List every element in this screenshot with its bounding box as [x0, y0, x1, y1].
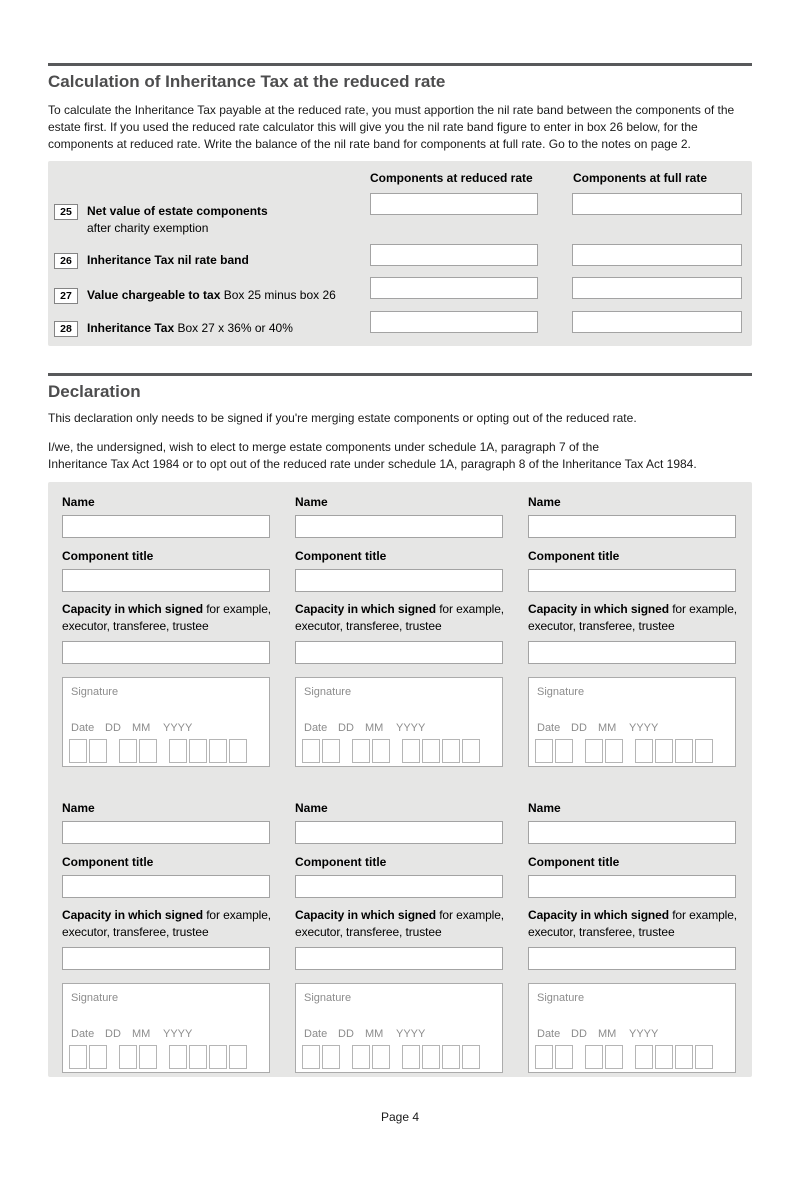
sig6-date-y2-input[interactable] [655, 1045, 673, 1069]
capacity-label-bold: Capacity in which signed [295, 908, 436, 922]
capacity-note-1: for example, [672, 908, 738, 922]
sig4-date-y2-input[interactable] [189, 1045, 207, 1069]
capacity-label [295, 601, 504, 635]
sig5-date-y2-input[interactable] [422, 1045, 440, 1069]
signature-field-3[interactable] [528, 677, 736, 767]
section-divider-declaration [48, 373, 752, 376]
signatory-block-5 [295, 801, 503, 1073]
sig6-date-dd1-input[interactable] [535, 1045, 553, 1069]
sig4-date-y3-input[interactable] [209, 1045, 227, 1069]
signature-field-4[interactable] [62, 983, 270, 1073]
signature-field-1[interactable] [62, 677, 270, 767]
date-label: Date [304, 722, 328, 734]
row-25-label: Net value of estate components [87, 204, 268, 218]
row-27-note: Box 25 minus box 26 [223, 288, 336, 302]
capacity-input-4[interactable] [62, 947, 270, 970]
capacity-label [62, 907, 271, 941]
row-28-note: Box 27 x 36% or 40% [177, 321, 293, 335]
sig5-date-dd2-input[interactable] [322, 1045, 340, 1069]
sig2-date-mm1-input[interactable] [352, 739, 370, 763]
signatory-block-1 [62, 495, 270, 767]
box-25-reduced-rate-input[interactable] [370, 193, 538, 215]
capacity-note-2: executor, transferee, trustee [528, 925, 675, 939]
capacity-label-bold: Capacity in which signed [528, 908, 669, 922]
election-text-line-2: Inheritance Tax Act 1984 or to opt out of the reduced rate under schedule 1A, paragraph 8 of the Inheritance Tax Act 1984. [48, 457, 697, 471]
signature-field-2[interactable] [295, 677, 503, 767]
row-26-label: Inheritance Tax nil rate band [87, 253, 249, 267]
row-28-label: Inheritance Tax [87, 321, 175, 335]
capacity-label [528, 907, 737, 941]
box-number-27: 27 [54, 288, 78, 304]
declaration-election-text [48, 439, 752, 473]
name-label: Name [528, 495, 561, 509]
sig2-date-y3-input[interactable] [442, 739, 460, 763]
sig5-date-mm1-input[interactable] [352, 1045, 370, 1069]
component-title-input-2[interactable] [295, 569, 503, 592]
capacity-label-bold: Capacity in which signed [62, 602, 203, 616]
capacity-input-6[interactable] [528, 947, 736, 970]
sig3-date-dd2-input[interactable] [555, 739, 573, 763]
capacity-note-1: for example, [206, 908, 272, 922]
signature-field-6[interactable] [528, 983, 736, 1073]
capacity-note-1: for example, [439, 908, 505, 922]
date-cells [302, 1045, 480, 1069]
sig5-date-mm2-input[interactable] [372, 1045, 390, 1069]
name-input-1[interactable] [62, 515, 270, 538]
capacity-input-3[interactable] [528, 641, 736, 664]
election-text-line-1: I/we, the undersigned, wish to elect to merge estate components under schedule 1A, paragraph 7 of the [48, 440, 600, 454]
date-format-labels [71, 722, 263, 735]
component-title-input-4[interactable] [62, 875, 270, 898]
date-format-labels [537, 722, 729, 735]
capacity-input-2[interactable] [295, 641, 503, 664]
sig2-date-dd2-input[interactable] [322, 739, 340, 763]
name-label: Name [528, 801, 561, 815]
component-title-label: Component title [528, 855, 620, 869]
box-26-reduced-rate-input[interactable] [370, 244, 538, 266]
mm-label: MM [365, 722, 384, 734]
sig6-date-mm1-input[interactable] [585, 1045, 603, 1069]
date-cells [535, 1045, 713, 1069]
sig1-date-mm2-input[interactable] [139, 739, 157, 763]
sig1-date-dd2-input[interactable] [89, 739, 107, 763]
box-27-full-rate-input[interactable] [572, 277, 742, 299]
sig6-date-y1-input[interactable] [635, 1045, 653, 1069]
date-label: Date [71, 1028, 95, 1040]
capacity-label-bold: Capacity in which signed [528, 602, 669, 616]
component-title-input-5[interactable] [295, 875, 503, 898]
sig1-date-mm1-input[interactable] [119, 739, 137, 763]
yyyy-label: YYYY [396, 722, 426, 734]
sig4-date-mm2-input[interactable] [139, 1045, 157, 1069]
sig2-date-y2-input[interactable] [422, 739, 440, 763]
dd-label: DD [105, 1028, 121, 1040]
capacity-label-bold: Capacity in which signed [295, 602, 436, 616]
sig3-date-y4-input[interactable] [695, 739, 713, 763]
date-format-labels [537, 1028, 729, 1041]
dd-label: DD [571, 722, 587, 734]
component-title-label: Component title [295, 855, 387, 869]
signature-label: Signature [537, 686, 585, 698]
sig1-date-dd1-input[interactable] [69, 739, 87, 763]
sig6-date-dd2-input[interactable] [555, 1045, 573, 1069]
capacity-note-1: for example, [672, 602, 738, 616]
capacity-note-1: for example, [206, 602, 272, 616]
sig6-date-y4-input[interactable] [695, 1045, 713, 1069]
sig3-date-y3-input[interactable] [675, 739, 693, 763]
date-cells [302, 739, 480, 763]
signatory-block-4 [62, 801, 270, 1073]
calculation-section-title: Calculation of Inheritance Tax at the reduced rate [48, 72, 446, 91]
signature-field-5[interactable] [295, 983, 503, 1073]
date-cells [69, 1045, 247, 1069]
capacity-input-5[interactable] [295, 947, 503, 970]
sig3-date-y2-input[interactable] [655, 739, 673, 763]
capacity-label [295, 907, 504, 941]
component-title-label: Component title [528, 549, 620, 563]
mm-label: MM [598, 722, 617, 734]
calculation-intro-text: To calculate the Inheritance Tax payable at the reduced rate, you must apportion the nil rate band between the components of the estate first. If you used the reduced rate calculator this will give you the nil rate band figure to enter in box 26 below, for the components at reduced rate. Write the balance of the nil rate band for components at full rate. Go to the notes on page 2. [48, 103, 735, 151]
component-title-label: Component title [62, 549, 154, 563]
row-25-sublabel: after charity exemption [87, 221, 209, 235]
row-27-label: Value chargeable to tax [87, 288, 221, 302]
sig4-date-mm1-input[interactable] [119, 1045, 137, 1069]
row-label-box-25 [54, 203, 268, 237]
component-title-input-6[interactable] [528, 875, 736, 898]
sig1-date-y2-input[interactable] [189, 739, 207, 763]
row-label-box-27 [54, 287, 336, 304]
yyyy-label: YYYY [163, 1028, 193, 1040]
mm-label: MM [598, 1028, 617, 1040]
yyyy-label: YYYY [396, 1028, 426, 1040]
section-divider-top [48, 63, 752, 66]
component-title-input-3[interactable] [528, 569, 736, 592]
page-number: Page 4 [380, 1110, 420, 1124]
name-input-3[interactable] [528, 515, 736, 538]
dd-label: DD [105, 722, 121, 734]
row-label-box-28 [54, 320, 293, 337]
sig3-date-y1-input[interactable] [635, 739, 653, 763]
capacity-note-1: for example, [439, 602, 505, 616]
declaration-panel [48, 482, 752, 1077]
sig3-date-mm1-input[interactable] [585, 739, 603, 763]
box-number-28: 28 [54, 321, 78, 337]
date-label: Date [537, 722, 561, 734]
row-label-box-26 [54, 252, 249, 269]
sig5-date-y4-input[interactable] [462, 1045, 480, 1069]
signatory-block-2 [295, 495, 503, 767]
component-title-label: Component title [62, 855, 154, 869]
box-26-full-rate-input[interactable] [572, 244, 742, 266]
name-input-6[interactable] [528, 821, 736, 844]
yyyy-label: YYYY [163, 722, 193, 734]
column-header-reduced-rate: Components at reduced rate [370, 171, 533, 185]
box-28-reduced-rate-input[interactable] [370, 311, 538, 333]
capacity-note-2: executor, transferee, trustee [62, 925, 209, 939]
sig6-date-y3-input[interactable] [675, 1045, 693, 1069]
sig1-date-y4-input[interactable] [229, 739, 247, 763]
box-number-26: 26 [54, 253, 78, 269]
sig4-date-dd1-input[interactable] [69, 1045, 87, 1069]
capacity-input-1[interactable] [62, 641, 270, 664]
capacity-note-2: executor, transferee, trustee [62, 619, 209, 633]
sig2-date-mm2-input[interactable] [372, 739, 390, 763]
date-format-labels [304, 1028, 496, 1041]
sig2-date-dd1-input[interactable] [302, 739, 320, 763]
dd-label: DD [338, 1028, 354, 1040]
signature-label: Signature [304, 686, 352, 698]
date-format-labels [304, 722, 496, 735]
box-27-reduced-rate-input[interactable] [370, 277, 538, 299]
signatory-block-3 [528, 495, 736, 767]
date-cells [69, 739, 247, 763]
name-input-4[interactable] [62, 821, 270, 844]
name-label: Name [295, 495, 328, 509]
sig2-date-y1-input[interactable] [402, 739, 420, 763]
box-28-full-rate-input[interactable] [572, 311, 742, 333]
sig3-date-dd1-input[interactable] [535, 739, 553, 763]
date-label: Date [537, 1028, 561, 1040]
sig3-date-mm2-input[interactable] [605, 739, 623, 763]
dd-label: DD [571, 1028, 587, 1040]
signature-label: Signature [71, 992, 119, 1004]
name-label: Name [62, 495, 95, 509]
declaration-section-title: Declaration [48, 382, 141, 401]
component-title-input-1[interactable] [62, 569, 270, 592]
name-label: Name [62, 801, 95, 815]
capacity-note-2: executor, transferee, trustee [295, 925, 442, 939]
sig5-date-y1-input[interactable] [402, 1045, 420, 1069]
sig5-date-y3-input[interactable] [442, 1045, 460, 1069]
name-input-2[interactable] [295, 515, 503, 538]
signature-label: Signature [537, 992, 585, 1004]
signature-label: Signature [304, 992, 352, 1004]
sig4-date-y1-input[interactable] [169, 1045, 187, 1069]
sig1-date-y3-input[interactable] [209, 739, 227, 763]
box-25-full-rate-input[interactable] [572, 193, 742, 215]
mm-label: MM [132, 722, 151, 734]
column-header-full-rate: Components at full rate [573, 171, 708, 185]
capacity-note-2: executor, transferee, trustee [528, 619, 675, 633]
yyyy-label: YYYY [629, 1028, 659, 1040]
capacity-label [62, 601, 271, 635]
date-label: Date [304, 1028, 328, 1040]
sig4-date-dd2-input[interactable] [89, 1045, 107, 1069]
sig1-date-y1-input[interactable] [169, 739, 187, 763]
box-number-25: 25 [54, 204, 78, 220]
date-cells [535, 739, 713, 763]
sig5-date-dd1-input[interactable] [302, 1045, 320, 1069]
capacity-label-bold: Capacity in which signed [62, 908, 203, 922]
mm-label: MM [132, 1028, 151, 1040]
dd-label: DD [338, 722, 354, 734]
sig2-date-y4-input[interactable] [462, 739, 480, 763]
yyyy-label: YYYY [629, 722, 659, 734]
declaration-intro-text: This declaration only needs to be signed if you're merging estate components or opting out of the reduced rate. [48, 411, 637, 425]
name-input-5[interactable] [295, 821, 503, 844]
date-format-labels [71, 1028, 263, 1041]
capacity-note-2: executor, transferee, trustee [295, 619, 442, 633]
mm-label: MM [365, 1028, 384, 1040]
date-label: Date [71, 722, 95, 734]
signatory-block-6 [528, 801, 736, 1073]
capacity-label [528, 601, 737, 635]
component-title-label: Component title [295, 549, 387, 563]
signature-label: Signature [71, 686, 119, 698]
name-label: Name [295, 801, 328, 815]
sig4-date-y4-input[interactable] [229, 1045, 247, 1069]
form-page [48, 63, 752, 1124]
sig6-date-mm2-input[interactable] [605, 1045, 623, 1069]
calculation-panel [48, 161, 752, 346]
